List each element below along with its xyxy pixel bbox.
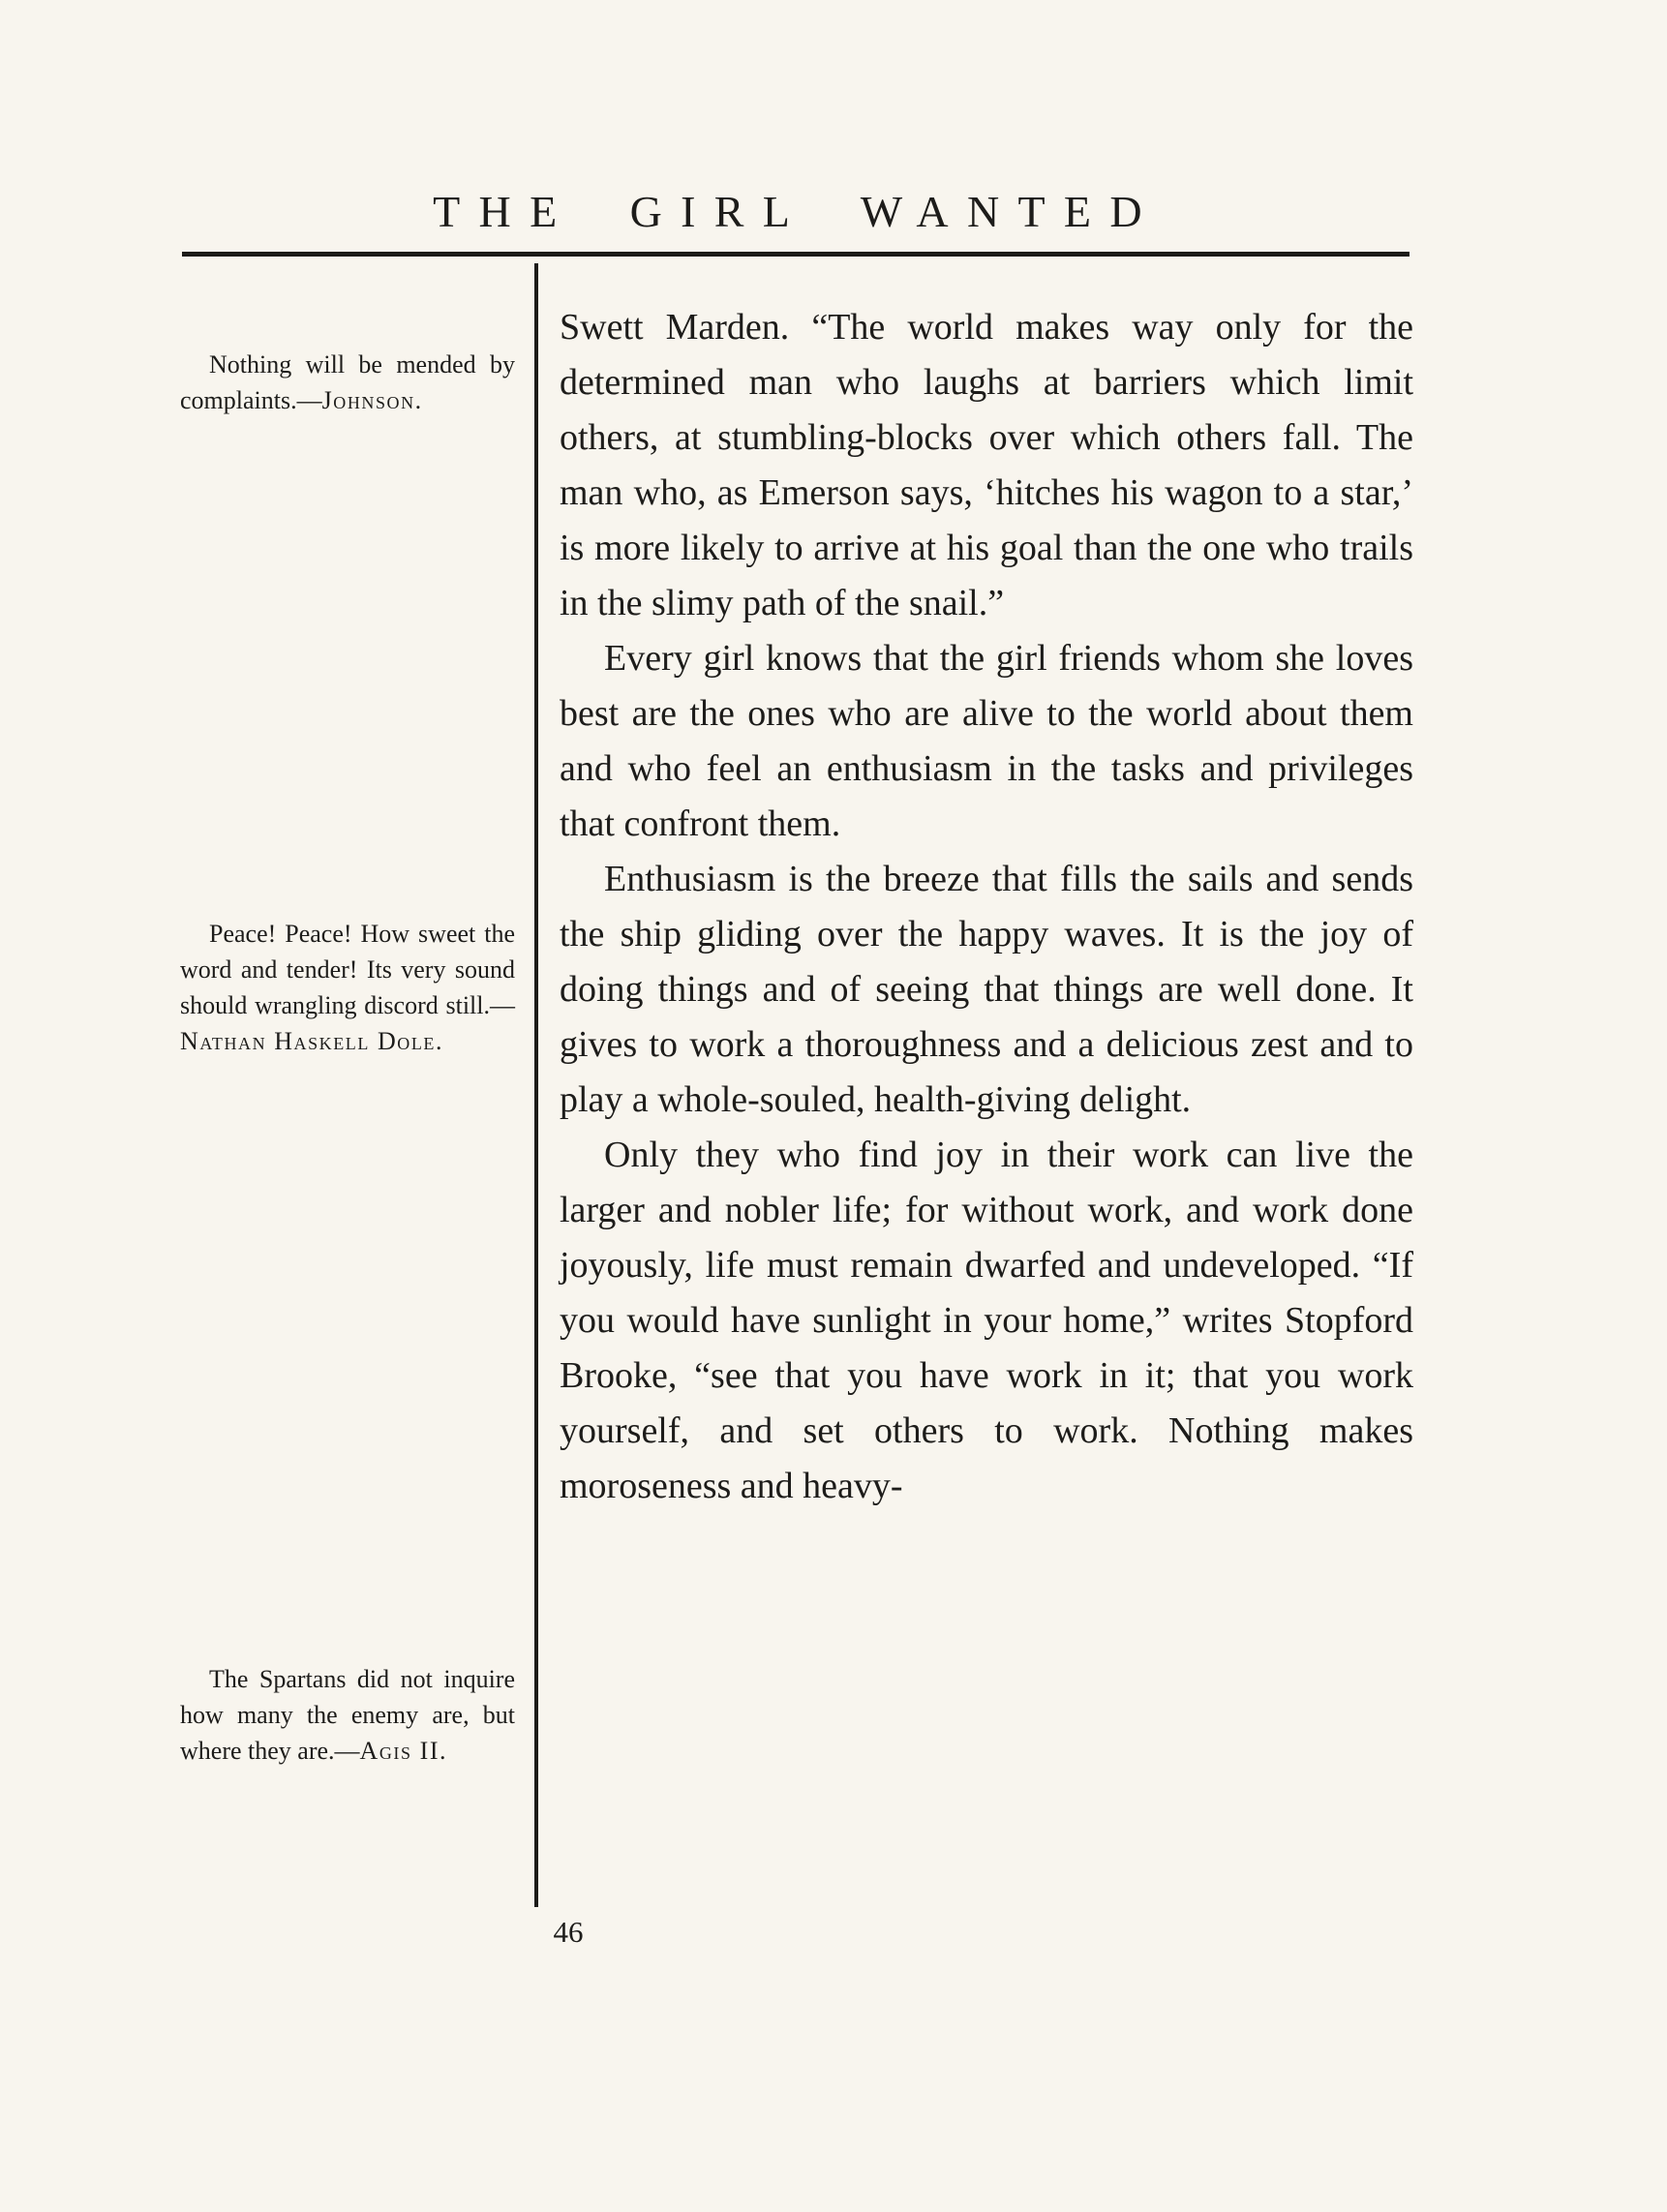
margin-quote-paragraph: [180, 1661, 515, 1769]
column-divider-rule: [534, 263, 538, 1907]
margin-quote-attribution: Johnson.: [321, 386, 423, 414]
margin-quote: [180, 1661, 515, 1769]
header-rule: [182, 252, 1409, 257]
margin-quote-text: Peace! Peace! How sweet the word and tender! Its very sound should wrangling discord still.—: [180, 920, 515, 1019]
body-paragraph: Enthusiasm is the breeze that fills the sails and sends the ship gliding over the happy waves. It is the joy of doing things and of seeing that things are well done. It gives to work a thoroughness and a delicious zest and to play a whole-souled, health-giving delight.: [560, 859, 1413, 1120]
page-title: THE GIRL WANTED: [433, 187, 1161, 236]
body-paragraph: Only they who find joy in their work can live the larger and nobler life; for without work, and work done joyously, life must remain dwarfed and undeveloped. “If you would have sunlight in your home,” writes Stopford Brooke, “see that you have work in it; that you work yourself, and set others to work. Nothing makes moroseness and heavy-: [560, 1135, 1413, 1506]
margin-quote-attribution: Nathan Haskell Dole.: [180, 1027, 444, 1055]
margin-quote-text: Nothing will be mended by complaints.—: [180, 350, 515, 414]
body-paragraph: Swett Marden. “The world makes way only for the determined man who laughs at barriers which limit others, at stumbling-blocks over which others fall. The man who, as Emerson says, ‘hitches his wagon to a star,’ is more likely to arrive at his goal than the one who trails in the slimy path of the snail.”: [560, 307, 1413, 623]
main-text-column: [560, 300, 1413, 1514]
margin-quote: [180, 916, 515, 1059]
margin-quote-paragraph: [180, 916, 515, 1059]
margin-quote: [180, 347, 515, 418]
margin-quote-attribution: Agis II.: [359, 1737, 448, 1765]
margin-quote-paragraph: [180, 347, 515, 418]
margin-quote-text: The Spartans did not inquire how many the enemy are, but where they are.—: [180, 1665, 515, 1765]
body-paragraph: Every girl knows that the girl friends whom she loves best are the ones who are alive to the world about them and who feel an enthusiasm in the tasks and privileges that confront them.: [560, 638, 1413, 844]
page-number: 46: [553, 1915, 584, 1949]
